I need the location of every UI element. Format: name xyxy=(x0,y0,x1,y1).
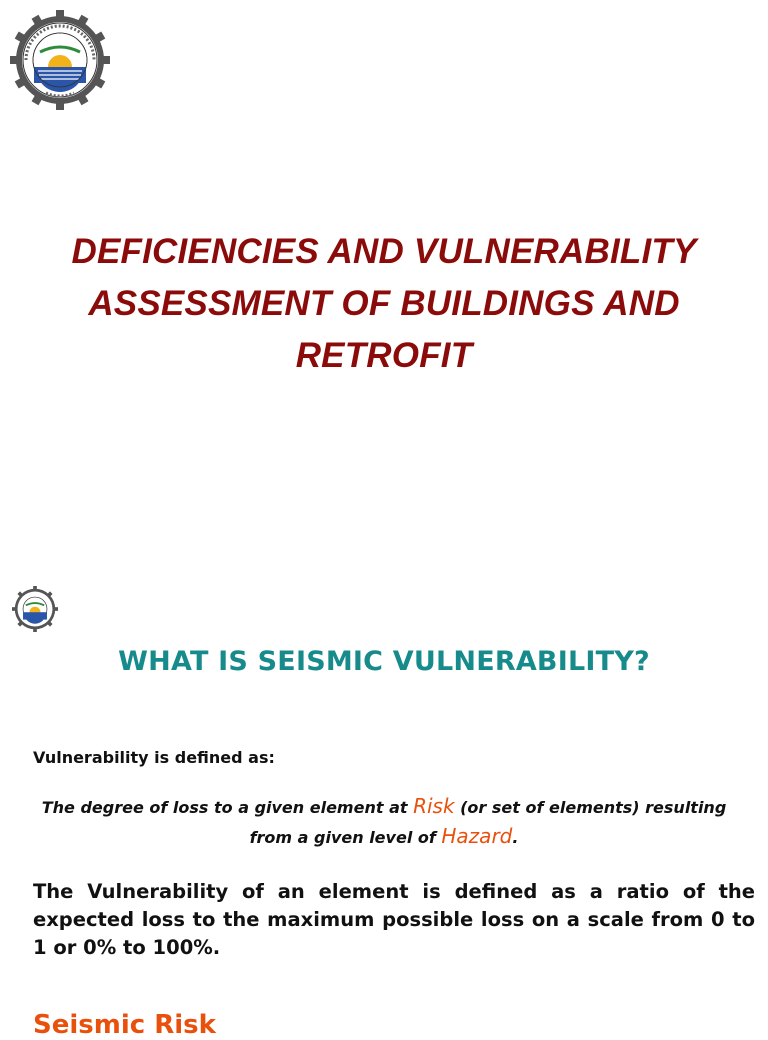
definition-part: The degree of loss to a given element at xyxy=(41,798,414,817)
section-heading: WHAT IS SEISMIC VULNERABILITY? xyxy=(118,646,650,677)
university-logo-icon xyxy=(10,10,110,110)
university-logo-small-icon xyxy=(12,586,58,632)
definition-part: (or set of elements) resulting from a given level of xyxy=(249,798,727,847)
title-line: ASSESSMENT OF BUILDINGS AND xyxy=(88,284,680,323)
slide-title-text xyxy=(20,226,748,382)
intro-text: Vulnerability is defined as: xyxy=(33,748,275,767)
title-line: RETROFIT xyxy=(295,336,473,375)
hazard-keyword: Hazard xyxy=(441,824,513,848)
definition-part: . xyxy=(512,828,519,847)
definition-text xyxy=(30,792,738,852)
ratio-definition-text: The Vulnerability of an element is defined as a ratio of the expected loss to the maximum possible loss on a scale from 0 to 1 or 0% to 100%. xyxy=(33,880,755,959)
risk-keyword: Risk xyxy=(413,794,455,818)
seismic-risk-heading: Seismic Risk xyxy=(33,1010,216,1040)
title-line: DEFICIENCIES AND VULNERABILITY xyxy=(71,232,697,271)
